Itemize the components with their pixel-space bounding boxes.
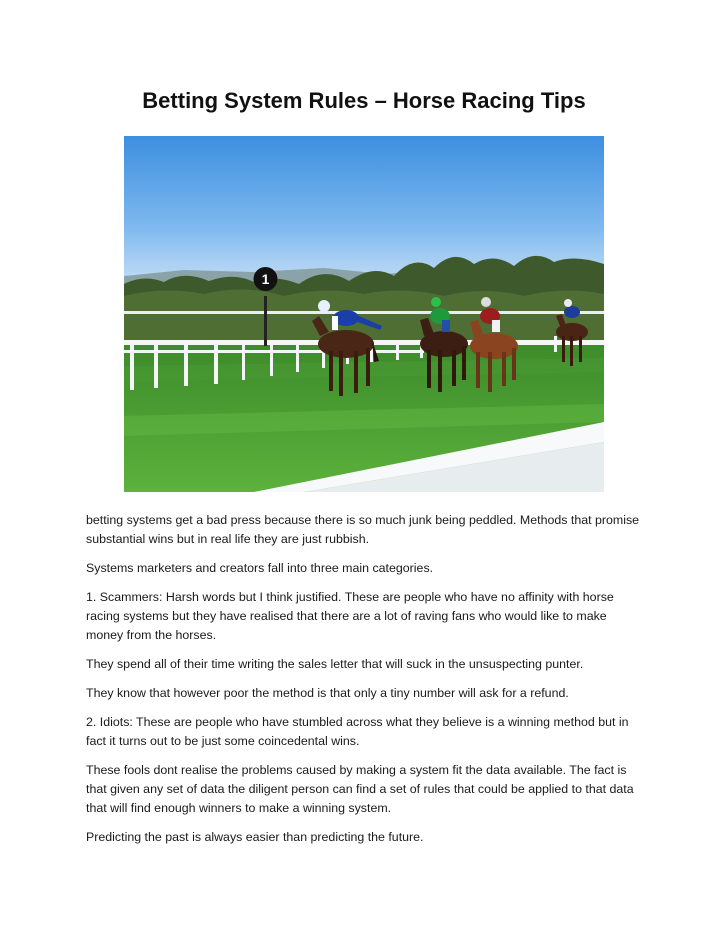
paragraph: They know that however poor the method is that only a tiny number will ask for a refund. (86, 686, 569, 700)
furlong-marker-text: 1 (261, 271, 270, 287)
paragraph: betting systems get a bad press because there is so much junk being peddled. Methods that promise substantial wins but in real life they are just rubbish. (86, 513, 640, 546)
paragraph: Predicting the past is always easier than predicting the future. (86, 830, 424, 844)
horse-racing-photo (124, 136, 604, 492)
paragraph: These fools dont realise the problems caused by making a system fit the data available. The fact is that given any set of data the diligent person can find a set of rules that could be applied to that data that will find enough winners to make a winning system. (86, 763, 634, 815)
article-body (86, 511, 646, 857)
paragraph: Systems marketers and creators fall into three main categories. (86, 561, 434, 575)
paragraph: 1. Scammers: Harsh words but I think justified. These are people who have no affinity with horse racing systems but they have realised that there are a lot of raving fans who would like to make money from the horses. (86, 590, 614, 642)
page-title: Betting System Rules – Horse Racing Tips (142, 88, 586, 113)
paragraph: They spend all of their time writing the sales letter that will suck in the unsuspecting punter. (86, 657, 584, 671)
paragraph: 2. Idiots: These are people who have stumbled across what they believe is a winning method but in fact it turns out to be just some coincedental wins. (86, 715, 629, 748)
